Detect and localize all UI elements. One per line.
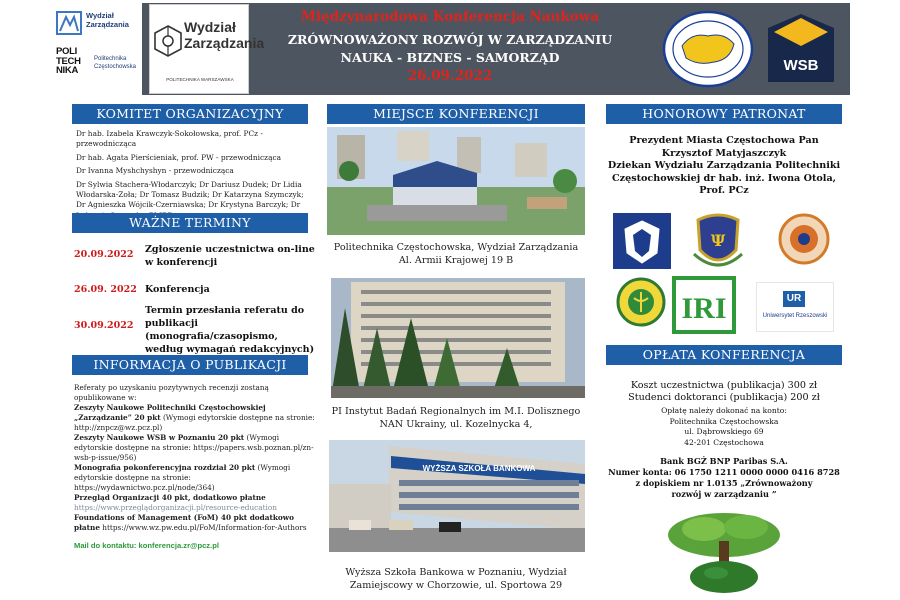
term-date: 20.09.2022	[74, 249, 134, 260]
wz-pw-sub: POLITECHNIKA WARSZAWSKA	[166, 77, 234, 82]
terms-heading: WAŻNE TERMINY	[72, 213, 308, 233]
politechnika-wordmark: POLI TECH NIKA	[56, 46, 81, 76]
committee-member: Dr hab. Agata Pierścieniak, prof. PW - przewodnicząca	[76, 152, 282, 162]
publication-item	[74, 433, 316, 463]
committee-member: Dr hab. Izabela Krawczyk-Sokołowska, prof. PCz -przewodnicząca	[76, 129, 263, 149]
term-text: Konferencja	[145, 284, 210, 295]
committee-member: Dr Ivanna Myshchyshyn - przewodnicząca	[76, 166, 234, 176]
term-text: Termin przesłania referatu do publikacji (monografia/czasopismo, według wymagań redakcyjnych)	[145, 305, 315, 355]
publication-item	[74, 463, 316, 493]
publication-item-title: Foundations of Management (FoM) 40 pkt dodatkowo płatne	[74, 513, 294, 532]
header-banner	[50, 3, 850, 95]
fee-note: z dopiskiem nr 1.0135 „Zrównoważony rozwój w zarządzaniu ”	[635, 478, 813, 499]
venue-photo-wsb	[329, 440, 585, 552]
rzeszow-badge: UR	[783, 291, 805, 307]
partner-logo-ornate-seal	[778, 209, 830, 271]
politechnika-caption: Politechnika Częstochowska	[94, 56, 137, 70]
fee-bank: Bank BGŻ BNP Paribas S.A.	[660, 456, 788, 466]
term-date: 30.09.2022	[74, 320, 134, 331]
fee-pay-intro: Opłatę należy dokonać na konto:	[661, 406, 787, 415]
publication-item-title: Monografia pokonferencyjna rozdział 20 pkt	[74, 463, 256, 472]
fee-student: Studenci doktoranci (publikacja) 200 zł	[628, 392, 820, 403]
publication-item	[74, 403, 316, 433]
partner-logo-ukraine-institute	[613, 213, 671, 269]
rzeszow-label: Uniwersytet Rzeszowski	[762, 313, 828, 319]
publication-heading: INFORMACJA O PUBLIKACJI	[72, 355, 308, 375]
publication-item-title: Zeszyty Naukowe Politechniki Częstochowskiej „Zarządzanie” 20 pkt	[74, 403, 266, 422]
venue-caption: PI Instytut Badań Regionalnych im M.I. Dolisznego NAN Ukrainy, ul. Kozelnycka 4,	[331, 406, 581, 430]
publication-item	[74, 513, 316, 533]
publication-item-link[interactable]: https://www.wz.pw.edu.pl/FoM/Information-for-Authors	[99, 523, 307, 532]
fee-block	[604, 380, 844, 500]
committee-list	[76, 129, 312, 221]
wz-pcz-icon	[56, 11, 82, 35]
venue-heading: MIEJSCE KONFERENCJI	[327, 104, 585, 124]
wz-pcz-label: Wydział Zarządzania	[86, 11, 129, 29]
conference-subtitle: NAUKA - BIZNES - SAMORZĄD	[340, 50, 560, 65]
committee-member: Dr Sylwia Stachera-Włodarczyk; Dr Dariusz Dudek; Dr Lidia Włodarska-Zoła; Dr Tomasz Budzik; Dr Katarzyna Szymczyk; Dr Agnieszka Wójcik-Czerniawska; Dr Krystyna Barczyk; Dr	[76, 179, 304, 210]
fee-account: Numer konta: 06 1750 1211 0000 0000 0416 8728	[608, 467, 840, 477]
fee-address: Politechnika Częstochowska ul. Dąbrowskiego 69 42-201 Częstochowa	[669, 416, 779, 447]
conference-topic: ZRÓWNOWAŻONY ROZWÓJ W ZARZĄDZANIU	[287, 32, 613, 47]
publication-item-link[interactable]: https://www.przeglądorganizacji.pl/resource-education	[74, 503, 277, 512]
eco-tree-globe-image	[664, 507, 784, 593]
patron-heading: HONOROWY PATRONAT	[606, 104, 842, 124]
publication-item-title: Zeszyty Naukowe WSB w Poznaniu 20 pkt	[74, 433, 245, 442]
publication-item-title: Przegląd Organizacji 40 pkt, dodatkowo płatne	[74, 493, 266, 502]
publication-intro: Referaty po uzyskaniu pozytywnych recenzji zostaną opublikowane w:	[74, 383, 269, 402]
wsb-logo	[766, 12, 836, 84]
wz-pw-logo	[149, 4, 265, 94]
svg-text:Ψ: Ψ	[710, 231, 726, 250]
wsb-text: WSB	[783, 57, 819, 74]
term-date: 26.09. 2022	[74, 284, 137, 295]
venue-caption: Wyższa Szkoła Bankowa w Poznaniu, Wydział Zamiejscowy w Chorzowie, ul. Sportowa 29	[345, 567, 567, 591]
venue-photo-pcz	[327, 127, 585, 235]
conference-date: 26.09.2022	[407, 68, 493, 84]
contact-email[interactable]: Mail do kontaktu: konferencja.zr@pcz.pl	[74, 541, 219, 550]
fee-participant: Koszt uczestnictwa (publikacja) 300 zł	[630, 380, 818, 391]
partner-logo-green-medal	[616, 276, 666, 328]
conference-title: Międzynarodowa Konferencja Naukowa	[300, 9, 600, 25]
wz-pw-title: Wydział Zarządzania	[184, 19, 265, 51]
venue-photo-institute	[331, 278, 585, 398]
publication-item	[74, 493, 316, 513]
term-text: Zgłoszenie uczestnictwa on-line w konferencji	[145, 244, 315, 268]
publication-list	[74, 383, 316, 551]
politechnika-czestochowska-logo	[50, 3, 142, 95]
publication-item-link[interactable]: (Wymogi edytorskie dostępne na stronie: https://papers.wsb.poznan.pl/zn-wsb-p-issue/956)	[74, 433, 314, 462]
fee-heading: OPŁATA KONFERENCJA	[606, 345, 842, 365]
partner-logo-university-crest	[692, 210, 744, 272]
nan-ukraine-seal	[662, 10, 754, 88]
wsb-sign: WYŻSZA SZKOŁA BANKOWA	[422, 464, 536, 473]
publication-item-link[interactable]: (Wymogi edytorskie dostępne na stronie: https://wydawnictwo.pcz.pl/node/364)	[74, 463, 291, 492]
iri-text: IRI	[681, 292, 727, 325]
partner-logo-iri	[670, 272, 738, 336]
publication-item-link[interactable]: (Wymogi edytorskie dostępne na stronie: http://znpcz@wz.pcz.pl)	[74, 413, 315, 432]
hexagon-icon	[154, 25, 182, 57]
venue-caption: Politechnika Częstochowska, Wydział Zarządzania Al. Armii Krajowej 19 B	[333, 242, 579, 266]
partner-logo-rzeszow	[756, 282, 834, 332]
committee-heading: KOMITET ORGANIZACYJNY	[72, 104, 308, 124]
patron-text: Prezydent Miasta Częstochowa Pan Krzysztof Matyjaszczyk Dziekan Wydziału Zarządzania Politechniki Częstochowskiej dr hab. inż. Iwona Otola, Prof. PCz	[607, 135, 841, 196]
